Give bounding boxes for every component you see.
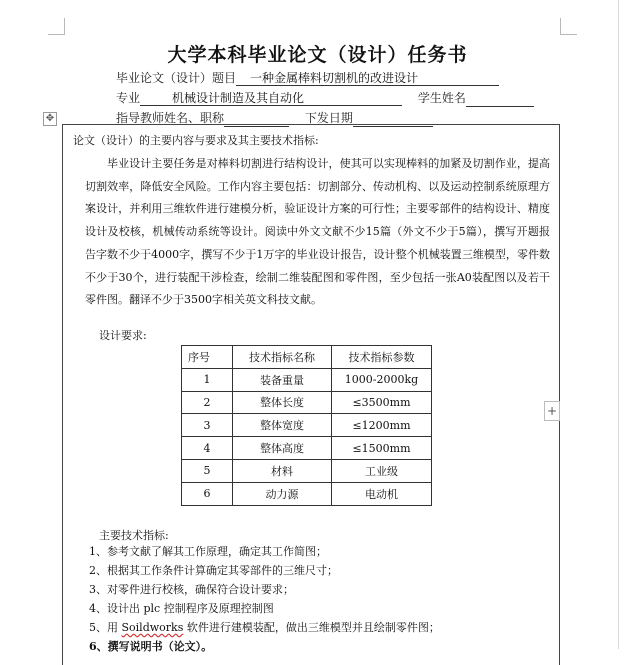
table-cell: 材料: [233, 459, 332, 482]
indicator-item: 3、对零件进行校核，确保符合设计要求；: [89, 583, 294, 596]
table-cell: 1000-2000kg: [332, 368, 432, 391]
table-cell: 6: [182, 482, 233, 505]
requirements-title: 设计要求:: [99, 329, 147, 342]
advisor-label: 指导教师姓名、职称: [116, 111, 225, 125]
table-cell: 3: [182, 414, 233, 437]
table-header-cell: 技术指标参数: [332, 346, 432, 369]
thesis-title-value[interactable]: 一种金属棒料切割机的改进设计: [236, 69, 499, 86]
indicator-item: 2、根据其工作条件计算确定其零部件的三维尺寸；: [89, 564, 338, 577]
table-cell: 4: [182, 437, 233, 460]
thesis-title-row: [116, 69, 499, 87]
table-cell: 整体宽度: [233, 414, 332, 437]
major-row: [116, 89, 534, 107]
indicator-item: 4、设计出 plc 控制程序及原理控制图: [89, 602, 274, 615]
table-cell: 整体长度: [233, 391, 332, 414]
indicator-item: 5、用 Soildworks 软件进行建模装配，做出三维模型并且绘制零件图；: [89, 621, 440, 634]
table-cell: 1: [182, 368, 233, 391]
page-edge: [618, 0, 619, 649]
table-header-cell: 技术指标名称: [233, 346, 332, 369]
table-cell: ≤1200mm: [332, 414, 432, 437]
student-name-label: 学生姓名: [417, 91, 466, 105]
issue-date-label: 下发日期: [304, 111, 353, 125]
table-header-cell: 序号: [182, 346, 233, 369]
table-cell: 2: [182, 391, 233, 414]
table-row: [182, 482, 432, 505]
document-title: 大学本科毕业论文（设计）任务书: [167, 44, 468, 66]
table-row: [182, 414, 432, 437]
table-row: [182, 437, 432, 460]
table-cell: 电动机: [332, 482, 432, 505]
table-row: [182, 459, 432, 482]
indicator-item: 1、参考文献了解其工作原理，确定其工作简图；: [89, 545, 327, 558]
table-cell: 整体高度: [233, 437, 332, 460]
crop-mark-top-right: [560, 18, 577, 35]
spec-table: [181, 345, 432, 506]
table-cell: 工业级: [332, 459, 432, 482]
indicators-title: 主要技术指标:: [99, 529, 169, 542]
major-value[interactable]: 机械设计制造及其自动化: [140, 89, 402, 106]
table-cell: 5: [182, 459, 233, 482]
section-title: 论文（设计）的主要内容与要求及其主要技术指标:: [73, 134, 319, 147]
table-cell: 动力源: [233, 482, 332, 505]
content-paragraph: 毕业设计主要任务是对棒料切割进行结构设计，使其可以实现棒料的加紧及切割作业，提高切割效率，降低安全风险。工作内容主要包括：切割部分、传动机构、以及运动控制系统原理方案设计，并利用三维软件进行建模分析，验证设计方案的可行性；主要零部件的结构设计、精度设计及校核，机械传动系统等设计。阅读中外文文献不少15篇（外文不少于5篇），撰写开题报告字数不少于4000字，撰写不少于1万字的毕业设计报告，设计整个机械装置三维模型，零件数不少于30个，进行装配干涉检查，绘制二维装配图和零件图，至少包括一张A0装配图以及若干零件图。翻译不少于3500字相关英文科技文献。: [85, 157, 550, 307]
student-name-value[interactable]: [466, 89, 534, 107]
major-label: 专业: [116, 91, 141, 105]
spellcheck-word[interactable]: Soildworks: [121, 621, 184, 634]
move-handle-icon[interactable]: ✥: [43, 112, 57, 126]
table-cell: 装备重量: [233, 368, 332, 391]
indicator-item: 6、撰写说明书（论文）。: [89, 640, 213, 653]
table-cell: ≤3500mm: [332, 391, 432, 414]
table-row: [182, 391, 432, 414]
plus-icon[interactable]: +: [544, 401, 560, 421]
table-cell: ≤1500mm: [332, 437, 432, 460]
table-row: [182, 368, 432, 391]
thesis-title-label: 毕业论文（设计）题目: [116, 71, 237, 85]
task-content-box: [62, 124, 560, 665]
table-header-row: [182, 346, 432, 369]
crop-mark-top-left: [48, 18, 65, 35]
